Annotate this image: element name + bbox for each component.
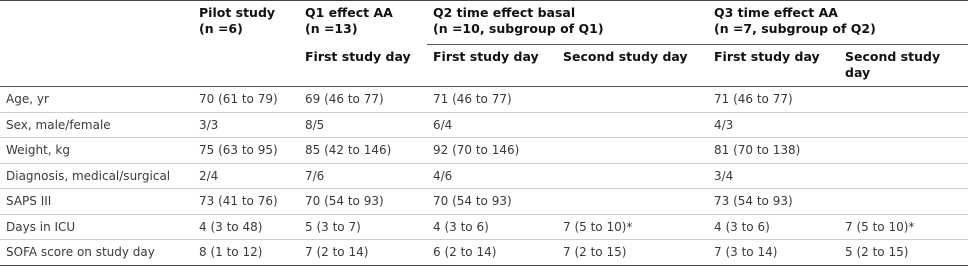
header-q1-n: (n =13) — [305, 21, 358, 36]
cell-q2-second — [557, 138, 708, 164]
cell-q1: 69 (46 to 77) — [299, 87, 427, 113]
table-row — [0, 163, 968, 189]
cell-q3-second — [839, 138, 968, 164]
table-row — [0, 87, 968, 113]
cell-q3-second — [839, 87, 968, 113]
table-row — [0, 112, 968, 138]
row-label: Sex, male/female — [0, 112, 193, 138]
cell-q2-first: 4 (3 to 6) — [427, 214, 557, 240]
row-label: Age, yr — [0, 87, 193, 113]
row-label: SOFA score on study day — [0, 240, 193, 266]
cell-q3-first: 4/3 — [708, 112, 839, 138]
row-label: Diagnosis, medical/surgical — [0, 163, 193, 189]
subhead-q1-first-day: First study day — [299, 45, 427, 87]
subhead-pilot-blank — [193, 45, 299, 87]
cell-q3-second — [839, 163, 968, 189]
cell-q1: 8/5 — [299, 112, 427, 138]
table-row — [0, 240, 968, 266]
header-pilot — [193, 1, 299, 45]
header-pilot-n: (n =6) — [199, 21, 243, 36]
header-q1-title: Q1 effect AA — [305, 5, 393, 20]
header-q3 — [708, 1, 968, 45]
cell-pilot: 4 (3 to 48) — [193, 214, 299, 240]
cell-pilot: 3/3 — [193, 112, 299, 138]
cell-pilot: 70 (61 to 79) — [193, 87, 299, 113]
cell-q3-first: 7 (3 to 14) — [708, 240, 839, 266]
cell-q2-first: 6 (2 to 14) — [427, 240, 557, 266]
cell-pilot: 2/4 — [193, 163, 299, 189]
subhead-q3-second-day: Second study day — [839, 45, 968, 87]
cell-q2-first: 71 (46 to 77) — [427, 87, 557, 113]
cell-q3-second: 7 (5 to 10)* — [839, 214, 968, 240]
cell-pilot: 75 (63 to 95) — [193, 138, 299, 164]
cell-pilot: 73 (41 to 76) — [193, 189, 299, 215]
header-q2-n: (n =10, subgroup of Q1) — [433, 21, 604, 36]
row-label: SAPS III — [0, 189, 193, 215]
cell-q1: 5 (3 to 7) — [299, 214, 427, 240]
cell-q3-second: 5 (2 to 15) — [839, 240, 968, 266]
header-q3-n: (n =7, subgroup of Q2) — [714, 21, 876, 36]
header-q1 — [299, 1, 427, 45]
cell-q1: 85 (42 to 146) — [299, 138, 427, 164]
cell-q2-first: 4/6 — [427, 163, 557, 189]
cell-q3-second — [839, 189, 968, 215]
cell-q2-first: 92 (70 to 146) — [427, 138, 557, 164]
header-blank — [0, 1, 193, 45]
table-body — [0, 87, 968, 266]
cell-q2-second — [557, 189, 708, 215]
row-label: Days in ICU — [0, 214, 193, 240]
cell-q2-second — [557, 163, 708, 189]
subhead-q2-first-day: First study day — [427, 45, 557, 87]
cell-q2-first: 6/4 — [427, 112, 557, 138]
header-pilot-title: Pilot study — [199, 5, 276, 20]
cell-q3-first: 3/4 — [708, 163, 839, 189]
header-row-groups — [0, 1, 968, 45]
cell-q3-first: 71 (46 to 77) — [708, 87, 839, 113]
subhead-q2-second-day: Second study day — [557, 45, 708, 87]
cell-q3-second — [839, 112, 968, 138]
cell-q1: 70 (54 to 93) — [299, 189, 427, 215]
cell-q3-first: 4 (3 to 6) — [708, 214, 839, 240]
table-row — [0, 214, 968, 240]
header-row-subheads — [0, 45, 968, 87]
table-row — [0, 138, 968, 164]
cell-q2-first: 70 (54 to 93) — [427, 189, 557, 215]
table-header — [0, 1, 968, 87]
cell-q3-first: 73 (54 to 93) — [708, 189, 839, 215]
cell-pilot: 8 (1 to 12) — [193, 240, 299, 266]
header-q2 — [427, 1, 708, 45]
table-row — [0, 189, 968, 215]
row-label: Weight, kg — [0, 138, 193, 164]
subhead-blank — [0, 45, 193, 87]
cell-q2-second — [557, 112, 708, 138]
cell-q1: 7 (2 to 14) — [299, 240, 427, 266]
header-q3-title: Q3 time effect AA — [714, 5, 838, 20]
cell-q3-first: 81 (70 to 138) — [708, 138, 839, 164]
cell-q2-second — [557, 87, 708, 113]
subhead-q3-first-day: First study day — [708, 45, 839, 87]
cell-q1: 7/6 — [299, 163, 427, 189]
cell-q2-second: 7 (2 to 15) — [557, 240, 708, 266]
header-q2-title: Q2 time effect basal — [433, 5, 576, 20]
cell-q2-second: 7 (5 to 10)* — [557, 214, 708, 240]
